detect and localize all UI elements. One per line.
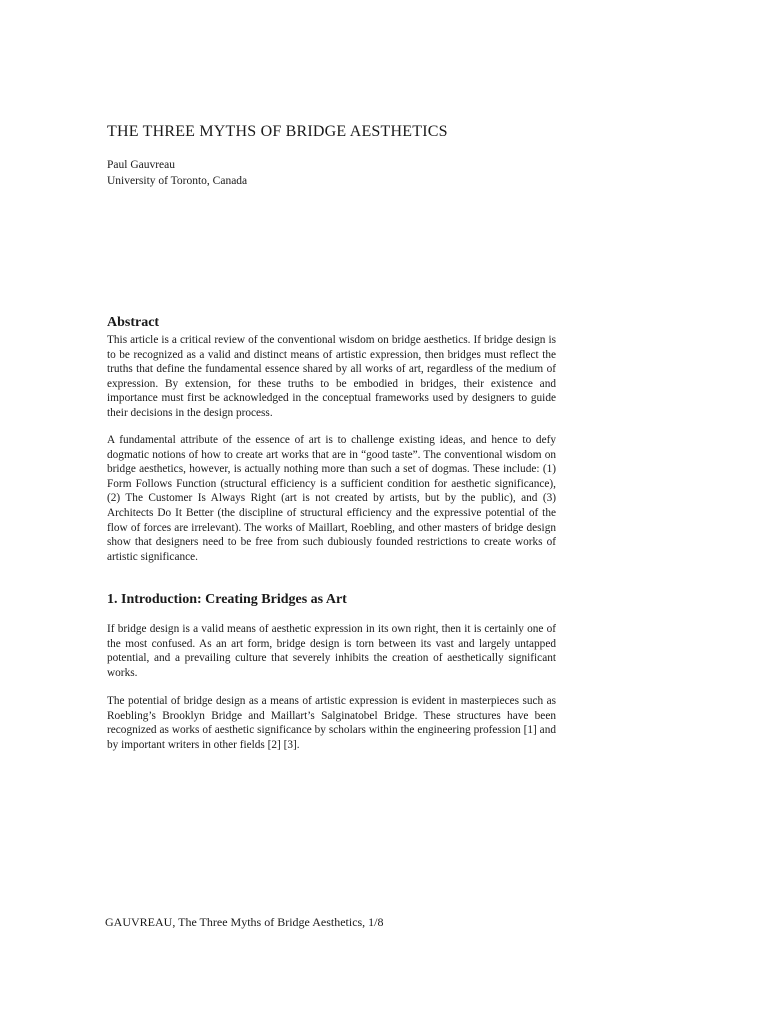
abstract-heading: Abstract [107,315,160,330]
paper-title: THE THREE MYTHS OF BRIDGE AESTHETICS [107,123,448,140]
section-heading: 1. Introduction: Creating Bridges as Art [107,592,347,607]
author-affiliation: University of Toronto, Canada [107,175,248,187]
abstract-paragraph: A fundamental attribute of the essence of art is to challenge existing ideas, and hence to defy dogmatic notions of how to create art works that are in “good taste”. The conventional wisdom on bridge aesthetics, however, is actually nothing more than such a set of dogmas. These include: (1) Form Follows Function (structural efficiency is a sufficient condition for aesthetic significance), (2) The Customer Is Always Right (art is not created by artists, but by the public), and (3) Architects Do It Better (the discipline of structural efficiency and the expressive potential of the flow of forces are irrelevant). The works of Maillart, Roebling, and other masters of bridge design show that designers need to be free from such dubiously founded restrictions to create works of artistic significance. [107,434,556,563]
body-paragraph: The potential of bridge design as a means of artistic expression is evident in masterpieces such as Roebling’s Brooklyn Bridge and Maillart’s Salginatobel Bridge. These structures have been recognized as works of aesthetic significance by scholars within the engineering profession [1] and by important writers in other fields [2] [3]. [107,695,556,751]
abstract-paragraph: This article is a critical review of the conventional wisdom on bridge aesthetics. If bridge design is to be recognized as a valid and distinct means of artistic expression, then bridges must reflect the truths that define the fundamental essence shared by all works of art, regardless of the medium of expression. By extension, for these truths to be embodied in bridges, their existence and importance must first be acknowledged in the conceptual frameworks used by designers to guide their decisions in the design process. [107,334,556,419]
author-block [107,157,556,189]
body-paragraph: If bridge design is a valid means of aesthetic expression in its own right, then it is certainly one of the most confused. As an art form, bridge design is torn between its vast and largely untapped potential, and a prevailing culture that severely inhibits the creation of aesthetically significant works. [107,623,556,679]
author-name: Paul Gauvreau [107,159,176,171]
page-footer: GAUVREAU, The Three Myths of Bridge Aesthetics, 1/8 [105,915,384,929]
